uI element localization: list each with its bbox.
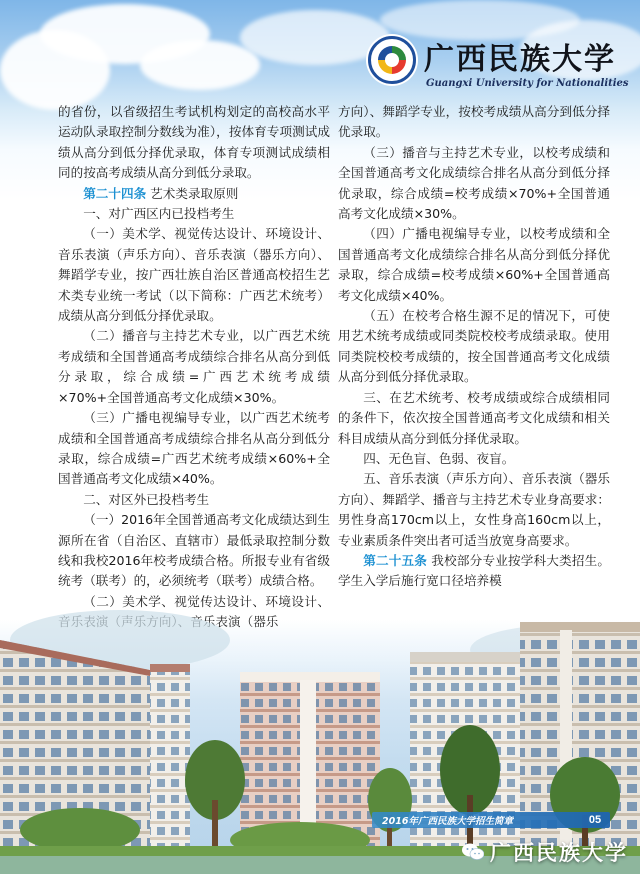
campus-buildings-illustration — [0, 600, 640, 874]
page-number: 05 — [588, 814, 602, 826]
paragraph: 一、对广西区内已投档考生 — [83, 206, 235, 222]
paragraph: 三、在艺术统考、校考成绩或综合成绩相同的条件下，依次按全国普通高考文化成绩和相关科目成绩从高分到低分择优录取。 — [338, 389, 610, 446]
article-heading: 第二十四条 艺术类录取原则 — [83, 185, 239, 201]
wechat-watermark — [462, 838, 628, 866]
footer-title: 2016年广西民族大学招生简章 — [382, 816, 513, 827]
article-number: 第二十五条 — [363, 552, 428, 568]
article-number: 第二十四条 — [83, 185, 147, 201]
article-heading: 第二十五条 我校部分专业按学科大类招生。学生入学后施行宽口径培养模 — [338, 552, 611, 589]
paragraph: 四、无色盲、色弱、夜盲。 — [363, 450, 515, 466]
paragraph: 五、音乐表演（声乐方向）、音乐表演（器乐方向）、舞蹈学、播音与主持艺术专业身高要求：男性身高170cm以上，女性身高160cm以上，专业素质条件突出者可适当放宽身高要求。 — [338, 471, 610, 548]
paragraph: 方向）、舞蹈学专业，按校考成绩从高分到低分择优录取。 — [338, 104, 610, 140]
paragraph: （一）2016年全国普通高考文化成绩达到生源所在省（自治区、直辖市）最低录取控制分数线和我校2016年校考成绩合格。所报专业有省级统考（联考）的，必须统考（联考）成绩合格。 — [58, 512, 330, 589]
university-emblem-icon — [368, 36, 416, 84]
paragraph: （二）播音与主持艺术专业，以广西艺术统考成绩和全国普通高考成绩综合排名从高分到低分录取，综合成绩=广西艺术统考成绩×70%+全国普通高考文化成绩×30%。 — [58, 328, 330, 405]
footer-title-band — [372, 812, 610, 828]
paragraph: 二、对区外已投档考生 — [83, 491, 210, 507]
cloud — [0, 30, 110, 110]
logo-chinese-name: 广西民族大学 — [424, 42, 616, 77]
left-text-column — [58, 102, 330, 633]
wechat-account-name: 广西民族大学 — [490, 841, 628, 865]
paragraph: （五）在校考合格生源不足的情况下，可使用艺术统考成绩或同类院校校考成绩录取。使用同类院校校考成绩的，按全国普通高考文化成绩从高分到低分择优录取。 — [338, 308, 610, 385]
paragraph: （三）播音与主持艺术专业，以校考成绩和全国普通高考文化成绩综合排名从高分到低分择优录取，综合成绩=校考成绩×70%+全国普通高考文化成绩×30%。 — [338, 144, 610, 222]
paragraph: （一）美术学、视觉传达设计、环境设计、音乐表演（声乐方向）、音乐表演（器乐方向）、舞蹈学专业，按广西壮族自治区普通高校招生艺术类专业统一考试（以下简称：广西艺术统考）成绩从高分到低分择优录取。 — [58, 226, 330, 324]
university-logo — [368, 32, 628, 102]
paragraph: （四）广播电视编导专业，以校考成绩和全国普通高考文化成绩综合排名从高分到低分择优录取，综合成绩=校考成绩×60%+全国普通高考文化成绩×40%。 — [338, 226, 610, 303]
wechat-icon — [462, 843, 484, 861]
cloud — [140, 40, 260, 90]
paragraph: （三）广播电视编导专业，以广西艺术统考成绩和全国普通高考成绩综合排名从高分到低分录取，综合成绩=广西艺术统考成绩×60%+全国普通高考文化成绩×40%。 — [58, 410, 330, 487]
paragraph: 的省份，以省级招生考试机构划定的高校高水平运动队录取控制分数线为准），按体育专项测试成绩从高分到低分择优录取，体育专项测试成绩相同的按高考成绩从高分到低分录取。 — [58, 104, 330, 181]
right-text-column — [338, 102, 610, 592]
logo-english-name: Guangxi University for Nationalities — [426, 78, 629, 89]
